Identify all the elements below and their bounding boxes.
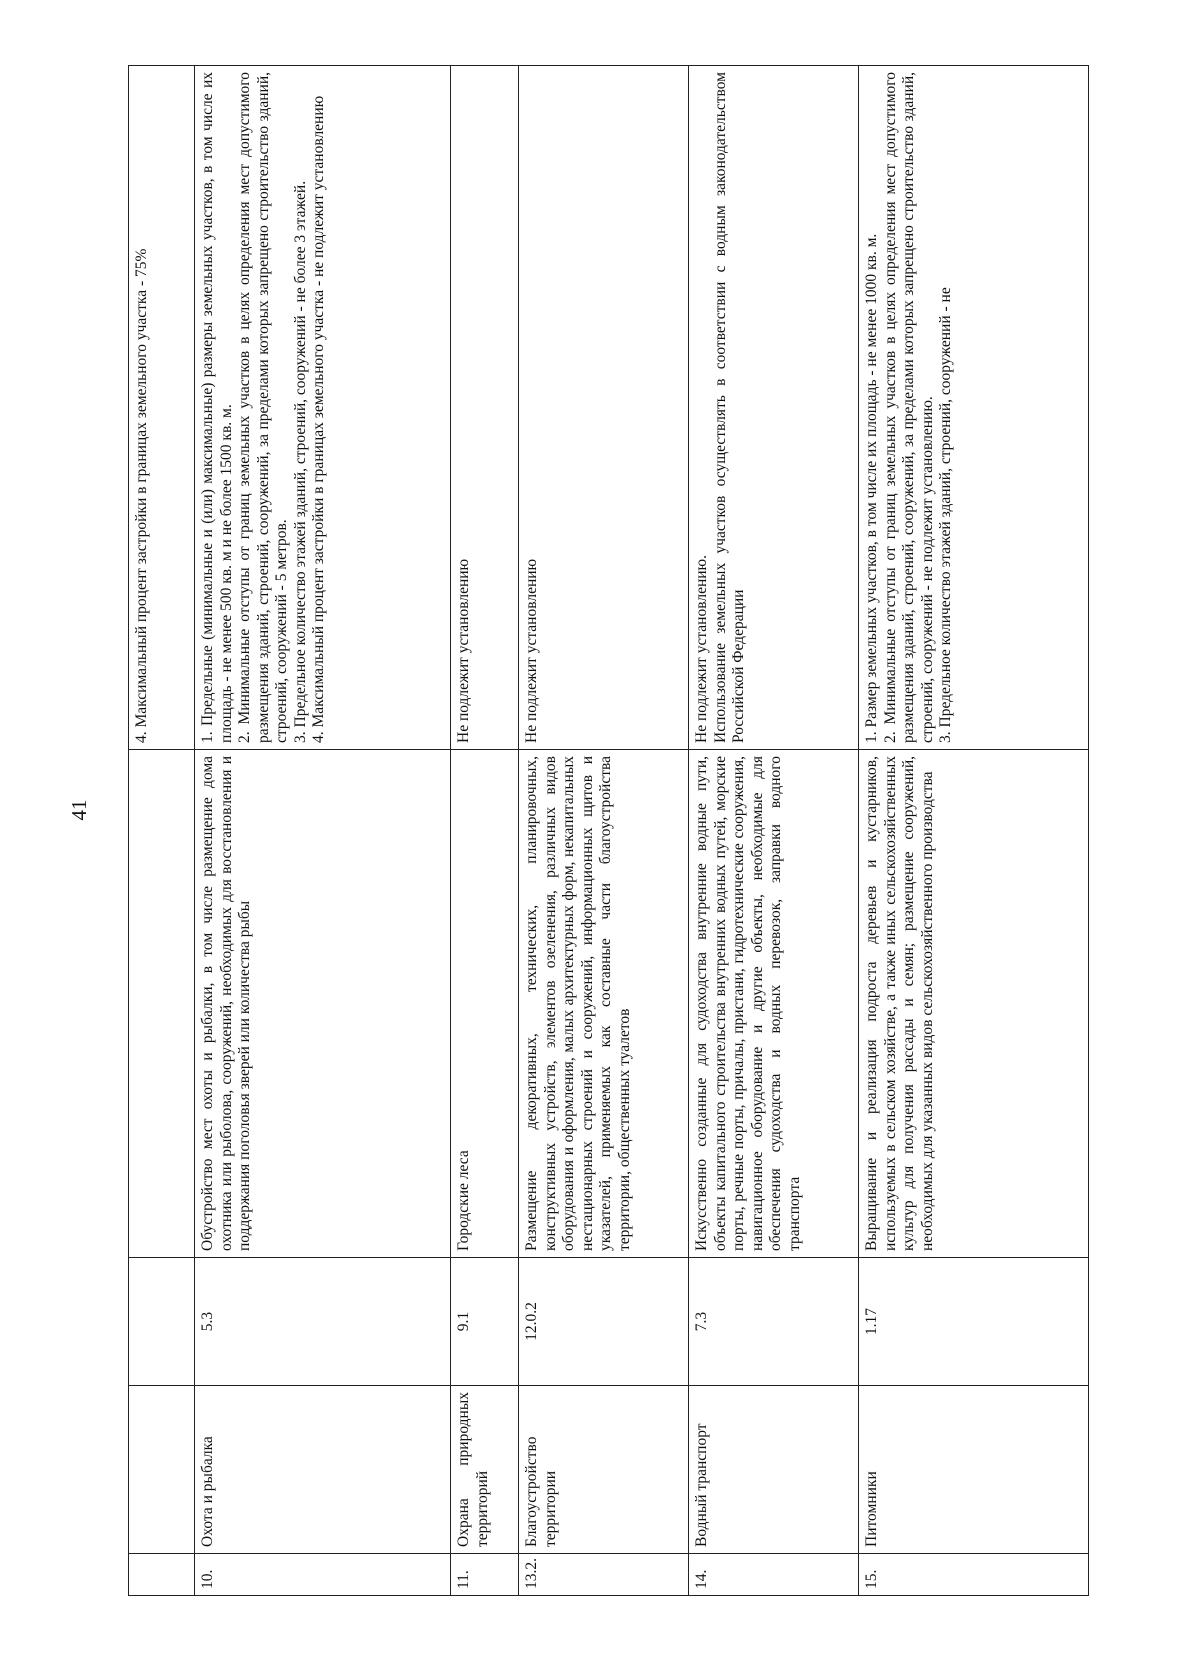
row-number: 15. [859, 1554, 1089, 1596]
use-type-name [129, 1386, 195, 1554]
conditions-cell [451, 66, 519, 750]
table-body [129, 66, 1089, 1596]
condition-item: Не подлежит установлению [455, 558, 472, 743]
conditions-cell [689, 66, 859, 750]
table-row [451, 66, 519, 1596]
row-number: 14. [689, 1554, 859, 1596]
condition-item: Не подлежит установлению [523, 558, 540, 743]
condition-item: 3. Предельное количество этажей зданий, строений, сооружений - не более 3 этажей. [291, 180, 309, 743]
conditions-cell [519, 66, 689, 750]
zoning-table [128, 65, 1089, 1596]
use-type-name: Охота и рыбалка [195, 1386, 451, 1554]
table-row [689, 66, 859, 1596]
use-type-description: Размещение декоративных, технических, планировочных, конструктивных устройств, элементов озеленения, различных видов оборудования и оформления, малых архитектурных форм, некапитальных нестационарных строений и сооружений, информационных щитов и указателей, применяемых как составные части благоустройства территории, общественных туалетов [519, 750, 689, 1258]
table-row [519, 66, 689, 1596]
use-type-name: Водный транспорт [689, 1386, 859, 1554]
conditions-cell [195, 66, 451, 750]
table-row [195, 66, 451, 1596]
use-type-description: Выращивание и реализация подроста деревьев и кустарников, используемых в сельском хозяйстве, а также иных сельскохозяйственных культур для получения рассады и семян; размещение сооружений, необходимых для указанных видов сельскохозяйственного производства [859, 750, 1089, 1258]
table-row [859, 66, 1089, 1596]
condition-item: 2. Минимальные отступы от границ земельных участков в целях определения мест допустимого размещения зданий, строений, сооружений, за пределами которых запрещено строительство зданий, строений, сооружений - не подлежит установлению. [881, 72, 936, 743]
condition-item: 1. Размер земельных участков, в том числе их площадь - не менее 1000 кв. м. [863, 233, 880, 743]
use-type-code: 9.1 [451, 1258, 519, 1386]
use-type-code [129, 1258, 195, 1386]
condition-item: 4. Максимальный процент застройки в границах земельного участка - не подлежит установлению [310, 95, 327, 743]
row-number [129, 1554, 195, 1596]
use-type-code: 1.17 [859, 1258, 1089, 1386]
row-number: 11. [451, 1554, 519, 1596]
use-type-description: Городские леса [451, 750, 519, 1258]
condition-item: 2. Минимальные отступы от границ земельных участков в целях определения мест допустимого размещения зданий, строений, сооружений, за пределами которых запрещено строительство зданий, строений, сооружений - 5 метров. [236, 72, 290, 743]
conditions-cell [129, 66, 195, 750]
row-number: 13.2. [519, 1554, 689, 1596]
use-type-name: Охрана природных территорий [451, 1386, 519, 1554]
conditions-cell [859, 66, 1089, 750]
use-type-code: 7.3 [689, 1258, 859, 1386]
use-type-code: 12.0.2 [519, 1258, 689, 1386]
use-type-code: 5.3 [195, 1258, 451, 1386]
page-number: 41 [67, 799, 91, 821]
condition-item: 3. Предельное количество этажей зданий, строений, сооружений - не [937, 287, 954, 743]
use-type-name: Питомники [859, 1386, 1089, 1554]
condition-item: Не подлежит установлению. [693, 555, 710, 743]
table-row [129, 66, 195, 1596]
row-number: 10. [195, 1554, 451, 1596]
condition-item: 4. Максимальный процент застройки в границах земельного участка - 75% [133, 248, 150, 743]
condition-item: 1. Предельные (минимальные и (или) максимальные) размеры земельных участков, в том числе их площадь - не менее 500 кв. м и не более 1500 кв. м. [199, 72, 235, 743]
condition-item: Использование земельных участков осуществлять в соответствии с водным законодательством Российской Федерации [711, 72, 747, 743]
use-type-name: Благоустройство территории [519, 1386, 689, 1554]
use-type-description: Искусственно созданные для судоходства внутренние водные пути, объекты капитального строительства внутренних водных путей, морские порты, речные порты, причалы, пристани, гидротехнические сооружения, навигационное оборудование и другие объекты, необходимые для обеспечения судоходства и водных перевозок, заправки водного транспорта [689, 750, 859, 1258]
use-type-description: Обустройство мест охоты и рыбалки, в том числе размещение дома охотника или рыболова, сооружений, необходимых для восстановления и поддержания поголовья зверей или количества рыбы [195, 750, 451, 1258]
use-type-description [129, 750, 195, 1258]
